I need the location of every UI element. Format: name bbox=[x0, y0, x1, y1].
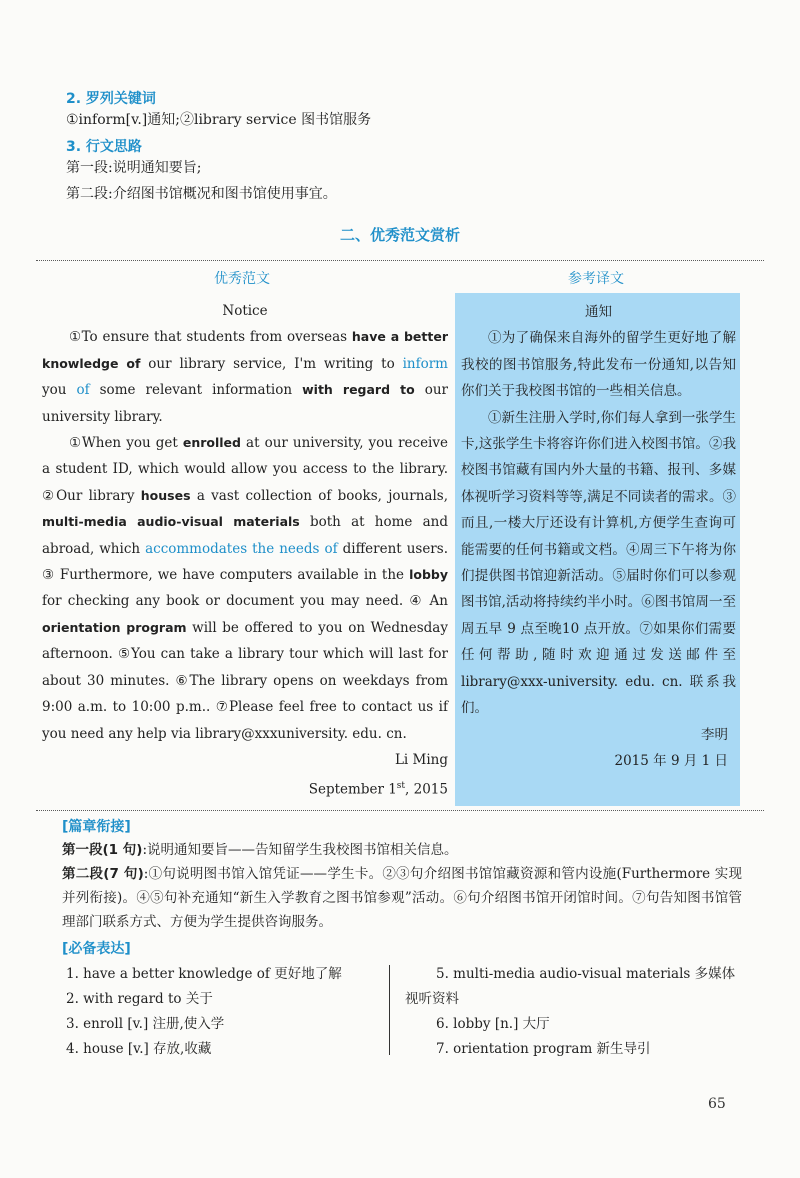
divider-top bbox=[36, 260, 764, 261]
cohesion-paragraph-2: 第二段(7 句):①句说明图书馆入馆凭证——学生卡。②③句介绍图书馆馆藏资源和管内设施(Furthermore 实现并列衔接)。④⑤句补充通知“新生入学教育之图书馆参观”活动。⑥句介绍图书馆开闭馆时间。⑦句告知图书馆管理部门联系方式、方便为学生提供咨询服务。 bbox=[62, 866, 742, 930]
essay-paragraph-1: ①To ensure that students from overseas have a better knowledge of our library service, I'm writing to inform you of some relevant information with regard to our university library. bbox=[42, 329, 448, 425]
expression-item-6: 6. lobby [n.] 大厅 bbox=[436, 1016, 550, 1032]
expressions-column-divider bbox=[389, 965, 390, 1055]
main-title: 二、优秀范文赏析 bbox=[339, 226, 460, 244]
expression-item-4: 4. house [v.] 存放,收藏 bbox=[66, 1041, 212, 1057]
outline-line-2: 第二段:介绍图书馆概况和图书馆使用事宜。 bbox=[66, 186, 337, 202]
expression-item-1: 1. have a better knowledge of 更好地了解 bbox=[66, 966, 342, 982]
left-column-title: 优秀范文 bbox=[214, 271, 270, 287]
cohesion-tag: [篇章衔接] bbox=[62, 819, 131, 835]
cohesion-paragraph-1: 第一段(1 句):说明通知要旨——告知留学生我校图书馆相关信息。 bbox=[62, 842, 458, 858]
translation-date: 2015 年 9 月 1 日 bbox=[614, 752, 728, 769]
expression-item-5: 5. multi-media audio-visual materials 多媒体 bbox=[436, 966, 736, 982]
section-heading-outline: 3. 行文思路 bbox=[66, 139, 142, 155]
essay-paragraph-2: ①When you get enrolled at our university, you receive a student ID, which would allow you access to the library. ②Our library houses a vast collection of books, journals, multi-media audio-visual materials both at home and abroad, which accommodates the needs of different users. ③ Furthermore, we have computers available in the lobby for checking any book or document you may need. ④ An orientation program will be offered to you on Wednesday afternoon. ⑤You can take a library tour which will last for about 30 minutes. ⑥The library opens on weekdays from 9:00 a.m. to 10:00 p.m.. ⑦Please feel free to contact us if you need any help via library@xxxuniversity. edu. cn. bbox=[42, 435, 448, 742]
translation-paragraph-1: ①为了确保来自海外的留学生更好地了解我校的图书馆服务,特此发布一份通知,以告知你们关于我校图书馆的一些相关信息。 bbox=[461, 330, 736, 400]
outline-line-1: 第一段:说明通知要旨; bbox=[66, 160, 202, 176]
right-column-title: 参考译文 bbox=[568, 271, 624, 287]
expressions-tag: [必备表达] bbox=[62, 941, 131, 957]
translation-title: 通知 bbox=[585, 304, 612, 320]
expression-item-5-cont: 视听资料 bbox=[405, 991, 459, 1007]
expression-item-7: 7. orientation program 新生导引 bbox=[436, 1041, 651, 1057]
translation-paragraph-2: ①新生注册入学时,你们每人拿到一张学生卡,这张学生卡将容许你们进入校图书馆。②我校图书馆藏有国内外大量的书籍、报刊、多媒体视听学习资料等等,满足不同读者的需求。③而且,一楼大厅还设有计算机,方便学生查询可能需要的任何书籍或文档。④周三下午将为你们提供图书馆迎新活动。⑤届时你们可以参观图书馆,活动将持续约半小时。⑥图书馆周一至周五早 9 点至晚10 点开放。⑦如果你们需要任何帮助,随时欢迎通过发送邮件至 library@xxx-university. edu. cn. 联系我们。 bbox=[461, 409, 736, 717]
essay-signature: Li Ming bbox=[394, 751, 448, 768]
page-number: 65 bbox=[708, 1096, 726, 1112]
divider-bottom bbox=[36, 810, 764, 811]
chinese-translation bbox=[455, 293, 740, 806]
essay-date: September 1st, 2015 bbox=[308, 781, 448, 798]
expression-item-3: 3. enroll [v.] 注册,使入学 bbox=[66, 1016, 225, 1032]
keywords-line: ①inform[v.]通知;②library service 图书馆服务 bbox=[66, 112, 372, 128]
english-essay bbox=[42, 298, 448, 803]
expression-item-2: 2. with regard to 关于 bbox=[66, 991, 213, 1007]
translation-signature: 李明 bbox=[701, 726, 728, 743]
section-heading-keywords: 2. 罗列关键词 bbox=[66, 91, 156, 107]
essay-title: Notice bbox=[222, 303, 268, 319]
